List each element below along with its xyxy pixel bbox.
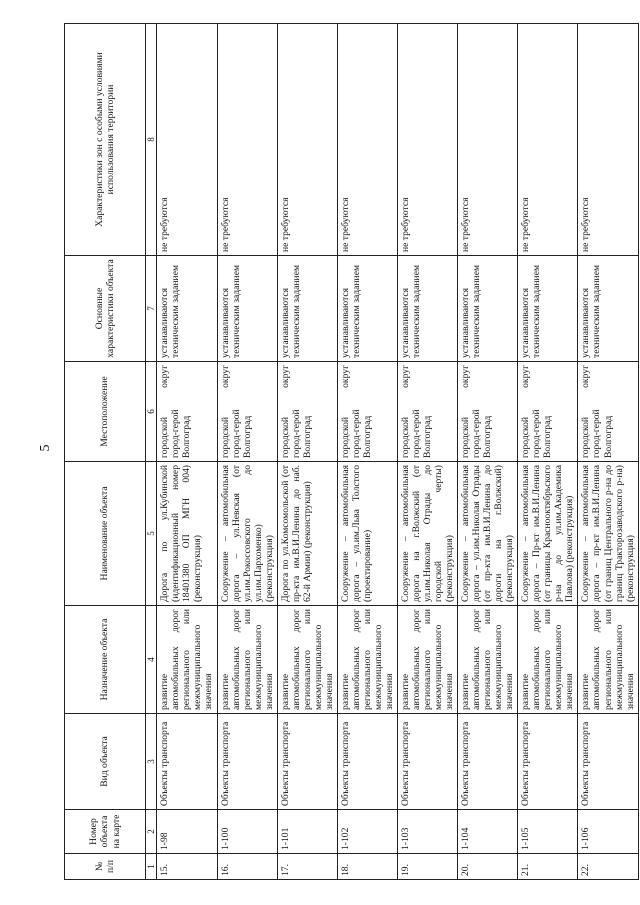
row-number: 16. xyxy=(217,854,277,880)
column-number-row xyxy=(146,24,157,880)
row-number: 21. xyxy=(518,854,578,880)
object-purpose: развитие автомобильных дорог регионального или межмуниципального значения xyxy=(397,606,457,714)
header-row xyxy=(65,24,146,880)
header-cell: Характеристики зон с особыми условиями использования территории xyxy=(65,24,146,256)
object-type: Объекты транспорта xyxy=(578,714,638,810)
header-cell: Основные характеристики объекта xyxy=(65,256,146,362)
object-characteristics: устанавливаются техническим заданием xyxy=(397,256,457,362)
object-name: Сооружение – автомобильная дорога на г.Волжский (от ул.им.Николая Отрады до городской черты) (реконструкция) xyxy=(397,462,457,606)
objects-table xyxy=(64,23,639,880)
map-object-number: 1-106 xyxy=(578,810,638,854)
map-object-number: 1-101 xyxy=(277,810,337,854)
header-cell: Назначение объекта xyxy=(65,606,146,714)
table-row xyxy=(578,24,638,880)
row-number: 22. xyxy=(578,854,638,880)
table-row xyxy=(217,24,277,880)
column-number: 5 xyxy=(146,462,157,606)
row-number: 15. xyxy=(157,854,217,880)
object-location: городской округ город-герой Волгоград xyxy=(217,362,277,462)
zone-characteristics: не требуются xyxy=(397,24,457,256)
object-location: городской округ город-герой Волгоград xyxy=(277,362,337,462)
map-object-number: 1-103 xyxy=(397,810,457,854)
table-row xyxy=(157,24,217,880)
table-row xyxy=(458,24,518,880)
map-object-number: 1-104 xyxy=(458,810,518,854)
map-object-number: 1-100 xyxy=(217,810,277,854)
object-type: Объекты транспорта xyxy=(397,714,457,810)
object-purpose: развитие автомобильных дорог регионального или межмуниципального значения xyxy=(518,606,578,714)
zone-characteristics: не требуются xyxy=(578,24,638,256)
column-number: 4 xyxy=(146,606,157,714)
object-purpose: развитие автомобильных дорог регионального или межмуниципального значения xyxy=(578,606,638,714)
zone-characteristics: не требуются xyxy=(458,24,518,256)
column-number: 2 xyxy=(146,810,157,854)
object-purpose: развитие автомобильных дорог регионального или межмуниципального значения xyxy=(458,606,518,714)
zone-characteristics: не требуются xyxy=(337,24,397,256)
object-type: Объекты транспорта xyxy=(337,714,397,810)
object-location: городской округ город-герой Волгоград xyxy=(397,362,457,462)
row-number: 19. xyxy=(397,854,457,880)
header-cell: № п/п xyxy=(65,854,146,880)
object-purpose: развитие автомобильных дорог регионального или межмуниципального значения xyxy=(157,606,217,714)
object-characteristics: устанавливаются техническим заданием xyxy=(277,256,337,362)
object-location: городской округ город-герой Волгоград xyxy=(157,362,217,462)
object-characteristics: устанавливаются техническим заданием xyxy=(337,256,397,362)
object-characteristics: устанавливаются техническим заданием xyxy=(518,256,578,362)
zone-characteristics: не требуются xyxy=(277,24,337,256)
header-cell: Наименование объекта xyxy=(65,462,146,606)
object-characteristics: устанавливаются техническим заданием xyxy=(157,256,217,362)
object-purpose: развитие автомобильных дорог регионального или межмуниципального значения xyxy=(337,606,397,714)
rotated-table-container xyxy=(64,24,636,880)
table-body xyxy=(157,24,638,880)
row-number: 20. xyxy=(458,854,518,880)
object-type: Объекты транспорта xyxy=(217,714,277,810)
table-row xyxy=(397,24,457,880)
object-location: городской округ город-герой Волгоград xyxy=(458,362,518,462)
object-purpose: развитие автомобильных дорог регионального или межмуниципального значения xyxy=(217,606,277,714)
map-object-number: 1-98 xyxy=(157,810,217,854)
object-characteristics: устанавливаются техническим заданием xyxy=(578,256,638,362)
object-characteristics: устанавливаются техническим заданием xyxy=(217,256,277,362)
object-name: Дорога по ул.Кубинской (идентификационный номер 18401380 ОП МГН 004) (реконструкция) xyxy=(157,462,217,606)
object-location: городской округ город-герой Волгоград xyxy=(518,362,578,462)
object-type: Объекты транспорта xyxy=(157,714,217,810)
object-name: Дорога по ул.Комсомольской (от пр-кта им.В.И.Ленина до наб. 62-й Армии) (реконструкция) xyxy=(277,462,337,606)
map-object-number: 1-102 xyxy=(337,810,397,854)
column-number: 3 xyxy=(146,714,157,810)
object-characteristics: устанавливаются техническим заданием xyxy=(458,256,518,362)
column-number: 7 xyxy=(146,256,157,362)
header-cell: Номер объекта на карте xyxy=(65,810,146,854)
column-number: 6 xyxy=(146,362,157,462)
column-number: 8 xyxy=(146,24,157,256)
object-purpose: развитие автомобильных дорог регионального или межмуниципального значения xyxy=(277,606,337,714)
header-cell: Вид объекта xyxy=(65,714,146,810)
table-row xyxy=(518,24,578,880)
row-number: 18. xyxy=(337,854,397,880)
object-name: Сооружение – автомобильная дорога – Пр-кт им.В.И.Ленина (от границы Краснооктябрьского р-на до ул.им.Академика Павлова) (реконструкция) xyxy=(518,462,578,606)
table-row xyxy=(337,24,397,880)
header-cell: Местоположение xyxy=(65,362,146,462)
object-name: Сооружение – автомобильная дорога – ул.Невская (от ул.им.Рокоссовского до ул.им.Пархоменко) (реконструкция) xyxy=(217,462,277,606)
row-number: 17. xyxy=(277,854,337,880)
object-name: Сооружение – автомобильная дорога – ул.им.Николая Отрады (от пр-кта им.В.И.Ленина до дороги на г.Волжский) (реконструкция) xyxy=(458,462,518,606)
page-number: 5 xyxy=(38,444,53,452)
column-number: 1 xyxy=(146,854,157,880)
object-location: городской округ город-герой Волгоград xyxy=(337,362,397,462)
object-name: Сооружение – автомобильная дорога – пр-кт им.В.И.Ленина (от границ Центрального р-на до границ Тракторозаводского р-на) (реконструкция) xyxy=(578,462,638,606)
object-location: городской округ город-герой Волгоград xyxy=(578,362,638,462)
object-name: Сооружение – автомобильная дорога – ул.им.Льва Толстого (проектирование) xyxy=(337,462,397,606)
object-type: Объекты транспорта xyxy=(277,714,337,810)
object-type: Объекты транспорта xyxy=(458,714,518,810)
zone-characteristics: не требуются xyxy=(217,24,277,256)
zone-characteristics: не требуются xyxy=(157,24,217,256)
object-type: Объекты транспорта xyxy=(518,714,578,810)
map-object-number: 1-105 xyxy=(518,810,578,854)
table-row xyxy=(277,24,337,880)
zone-characteristics: не требуются xyxy=(518,24,578,256)
